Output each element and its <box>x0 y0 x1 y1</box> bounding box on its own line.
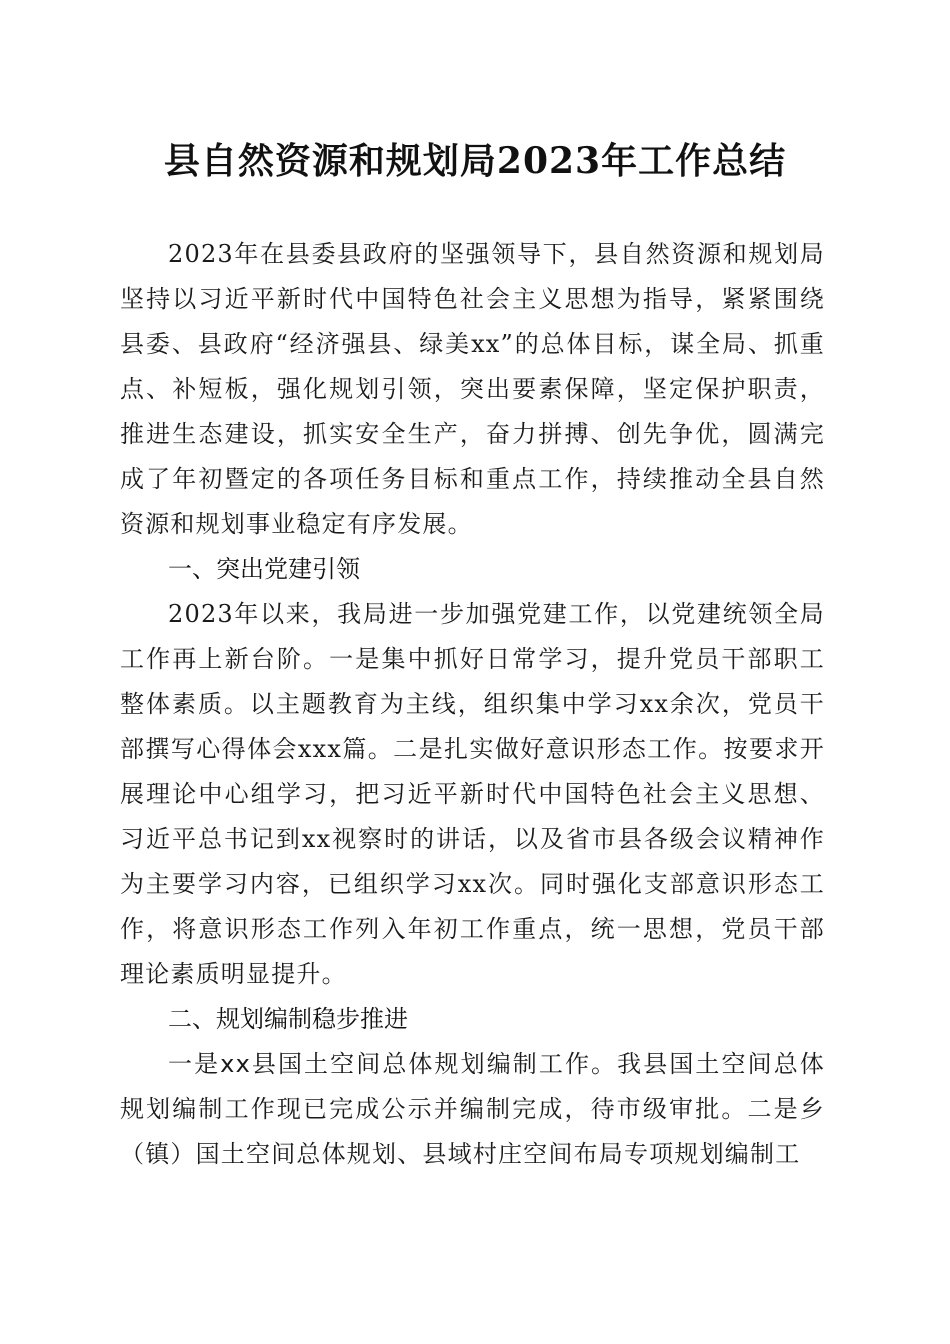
section-body-party-building: 2023年以来，我局进一步加强党建工作，以党建统领全局工作再上新台阶。一是集中抓好日常学习，提升党员干部职工整体素质。以主题教育为主线，组织集中学习xx余次，党员干部撰写心得体会xxx篇。二是扎实做好意识形态工作。按要求开展理论中心组学习，把习近平新时代中国特色社会主义思想、习近平总书记到xx视察时的讲话，以及省市县各级会议精神作为主要学习内容，已组织学习xx次。同时强化支部意识形态工作，将意识形态工作列入年初工作重点，统一思想，党员干部理论素质明显提升。 <box>120 600 825 988</box>
section-body-planning <box>120 1042 825 1177</box>
section-heading-party-building: 一、突出党建引领 <box>168 555 360 583</box>
section-heading-planning: 二、规划编制稳步推进 <box>168 1005 408 1033</box>
document-title: 县自然资源和规划局2023年工作总结 <box>163 140 787 182</box>
section-lead-sentence: 一是xx县国土空间总体规划编制工作。 <box>168 1050 618 1078</box>
intro-paragraph: 2023年在县委县政府的坚强领导下，县自然资源和规划局坚持以习近平新时代中国特色社会主义思想为指导，紧紧围绕县委、县政府“经济强县、绿美xx”的总体目标，谋全局、抓重点、补短板，强化规划引领，突出要素保障，坚定保护职责，推进生态建设，抓实安全生产，奋力拼搏、创先争优，圆满完成了年初暨定的各项任务目标和重点工作，持续推动全县自然资源和规划事业稳定有序发展。 <box>120 240 825 538</box>
document-body <box>120 232 825 1177</box>
section-body-text: 我县国土空间总体规划编制工作现已完成公示并编制完成，待市级审批。二是乡（镇）国土空间总体规划、县域村庄空间布局专项规划编制工 <box>120 1050 825 1168</box>
